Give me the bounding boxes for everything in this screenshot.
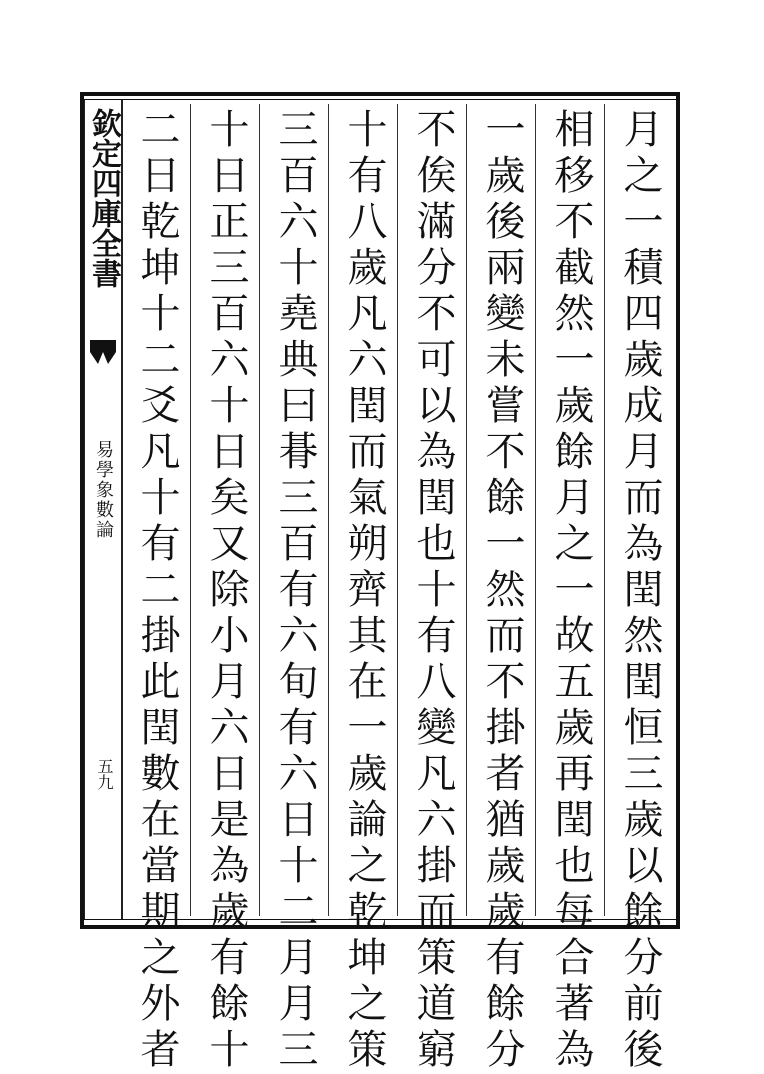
column-text: 一歲後兩變未嘗不餘一然而不掛者猶歲歲有餘分 — [479, 108, 525, 1074]
text-column-6 — [265, 104, 325, 1074]
column-rule — [535, 104, 536, 916]
frame-top-inner-border — [80, 99, 680, 100]
text-column-8 — [127, 104, 187, 1074]
text-column-5 — [334, 104, 394, 1074]
text-column-3 — [472, 104, 532, 1074]
frame-top-border — [80, 92, 680, 96]
frame-right-border — [676, 92, 680, 929]
fish-tail-mark-icon — [88, 338, 118, 366]
text-column-1 — [610, 104, 670, 1074]
column-text: 二日乾坤十二爻凡十有二掛此閏數在當期之外者 — [134, 108, 180, 1074]
column-rule — [190, 104, 191, 916]
book-title: 易學象數論 — [93, 440, 114, 540]
column-text: 三百六十堯典曰朞三百有六旬有六日十二月月三 — [272, 108, 318, 1074]
column-text: 相移不截然一歲餘月之一故五歲再閏也每合著為 — [548, 108, 594, 1074]
column-rule — [328, 104, 329, 916]
column-text: 月之一積四歲成月而為閏然閏恒三歲以餘分前後 — [617, 108, 663, 1074]
text-column-2 — [541, 104, 601, 1074]
column-rule — [604, 104, 605, 916]
column-rule — [466, 104, 467, 916]
column-text: 十有八歲凡六閏而氣朔齊其在一歲論之乾坤之策 — [341, 108, 387, 1074]
column-text: 不俟滿分不可以為閏也十有八變凡六掛而策道窮 — [410, 108, 456, 1074]
series-title: 欽定四庫全書 — [86, 108, 121, 288]
page-number: 五九 — [95, 758, 114, 790]
column-text: 十日正三百六十日矣又除小月六日是為歲有餘十 — [203, 108, 249, 1074]
column-rule — [259, 104, 260, 916]
column-rule — [397, 104, 398, 916]
text-column-4 — [403, 104, 463, 1074]
text-column-7 — [196, 104, 256, 1074]
